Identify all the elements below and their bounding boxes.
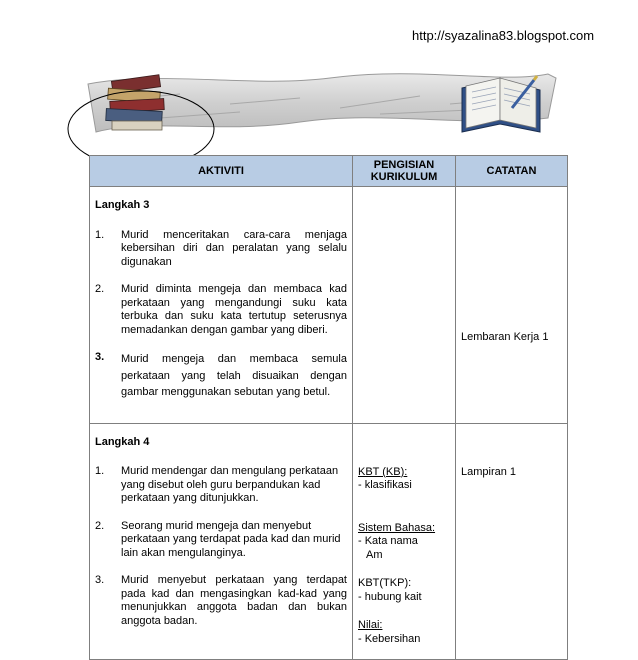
pk-nilai-block: Nilai: - Kebersihan (358, 619, 421, 645)
langkah4-aktiviti-cell (90, 423, 353, 659)
langkah4-catatan: Lampiran 1 (461, 465, 517, 478)
header-pengisian-kurikulum: PENGISIAN KURIKULUM (353, 156, 456, 187)
decorative-banner (0, 0, 638, 160)
header-aktiviti: AKTIVITI (90, 156, 353, 187)
list-item: 3. Murid mengeja dan membaca semula perkataan yang telah disuaikan dengan gambar menggunakan sebutan yang betul. (95, 351, 347, 398)
table-header-row (90, 156, 568, 187)
list-item: 2. Seorang murid mengeja dan menyebut perkataan yang terdapat pada kad dan murid lain akan mengulanginya. (95, 519, 341, 559)
table-row (90, 423, 568, 659)
langkah3-catatan: Lembaran Kerja 1 (461, 331, 549, 343)
table-row (90, 187, 568, 424)
langkah3-pengisian-cell (353, 187, 456, 424)
langkah3-catatan-cell (456, 187, 568, 424)
header-catatan: CATATAN (456, 156, 568, 187)
pk-sistem-bahasa-block: Sistem Bahasa: - Kata nama Am (358, 521, 436, 561)
pk-kb-block: KBT (KB): - klasifikasi (358, 465, 412, 491)
langkah3-title: Langkah 3 (95, 199, 150, 211)
books-stack-icon (106, 75, 165, 130)
list-item: 1. Murid mendengar dan mengulang perkataan yang disebut oleh guru berpandukan kad perkataan yang ditunjukkan. (95, 465, 339, 504)
lesson-plan-table (89, 155, 568, 660)
langkah4-catatan-cell (456, 423, 568, 659)
blog-url[interactable]: http://syazalina83.blogspot.com (412, 28, 595, 43)
list-item: 3. Murid menyebut perkataan yang terdapat pada kad dan mengasingkan kad-kad yang menunjukkan anggota badan dan bukan anggota badan. (95, 574, 347, 627)
list-item: 1. Murid menceritakan cara-cara menjaga kebersihan diri dan peralatan yang selalu digunakan (95, 228, 347, 268)
langkah4-pengisian-cell (353, 423, 456, 659)
langkah3-aktiviti-cell (90, 187, 353, 424)
list-item: 2. Murid diminta mengeja dan membaca kad perkataan yang mengandungi suku kata terbuka dan suku kata tertutup seterusnya memadankan dengan gambar yang diberi. (95, 283, 347, 336)
pk-tkp-block: KBT(TKP): - hubung kait (358, 577, 422, 603)
langkah4-title: Langkah 4 (95, 435, 150, 448)
